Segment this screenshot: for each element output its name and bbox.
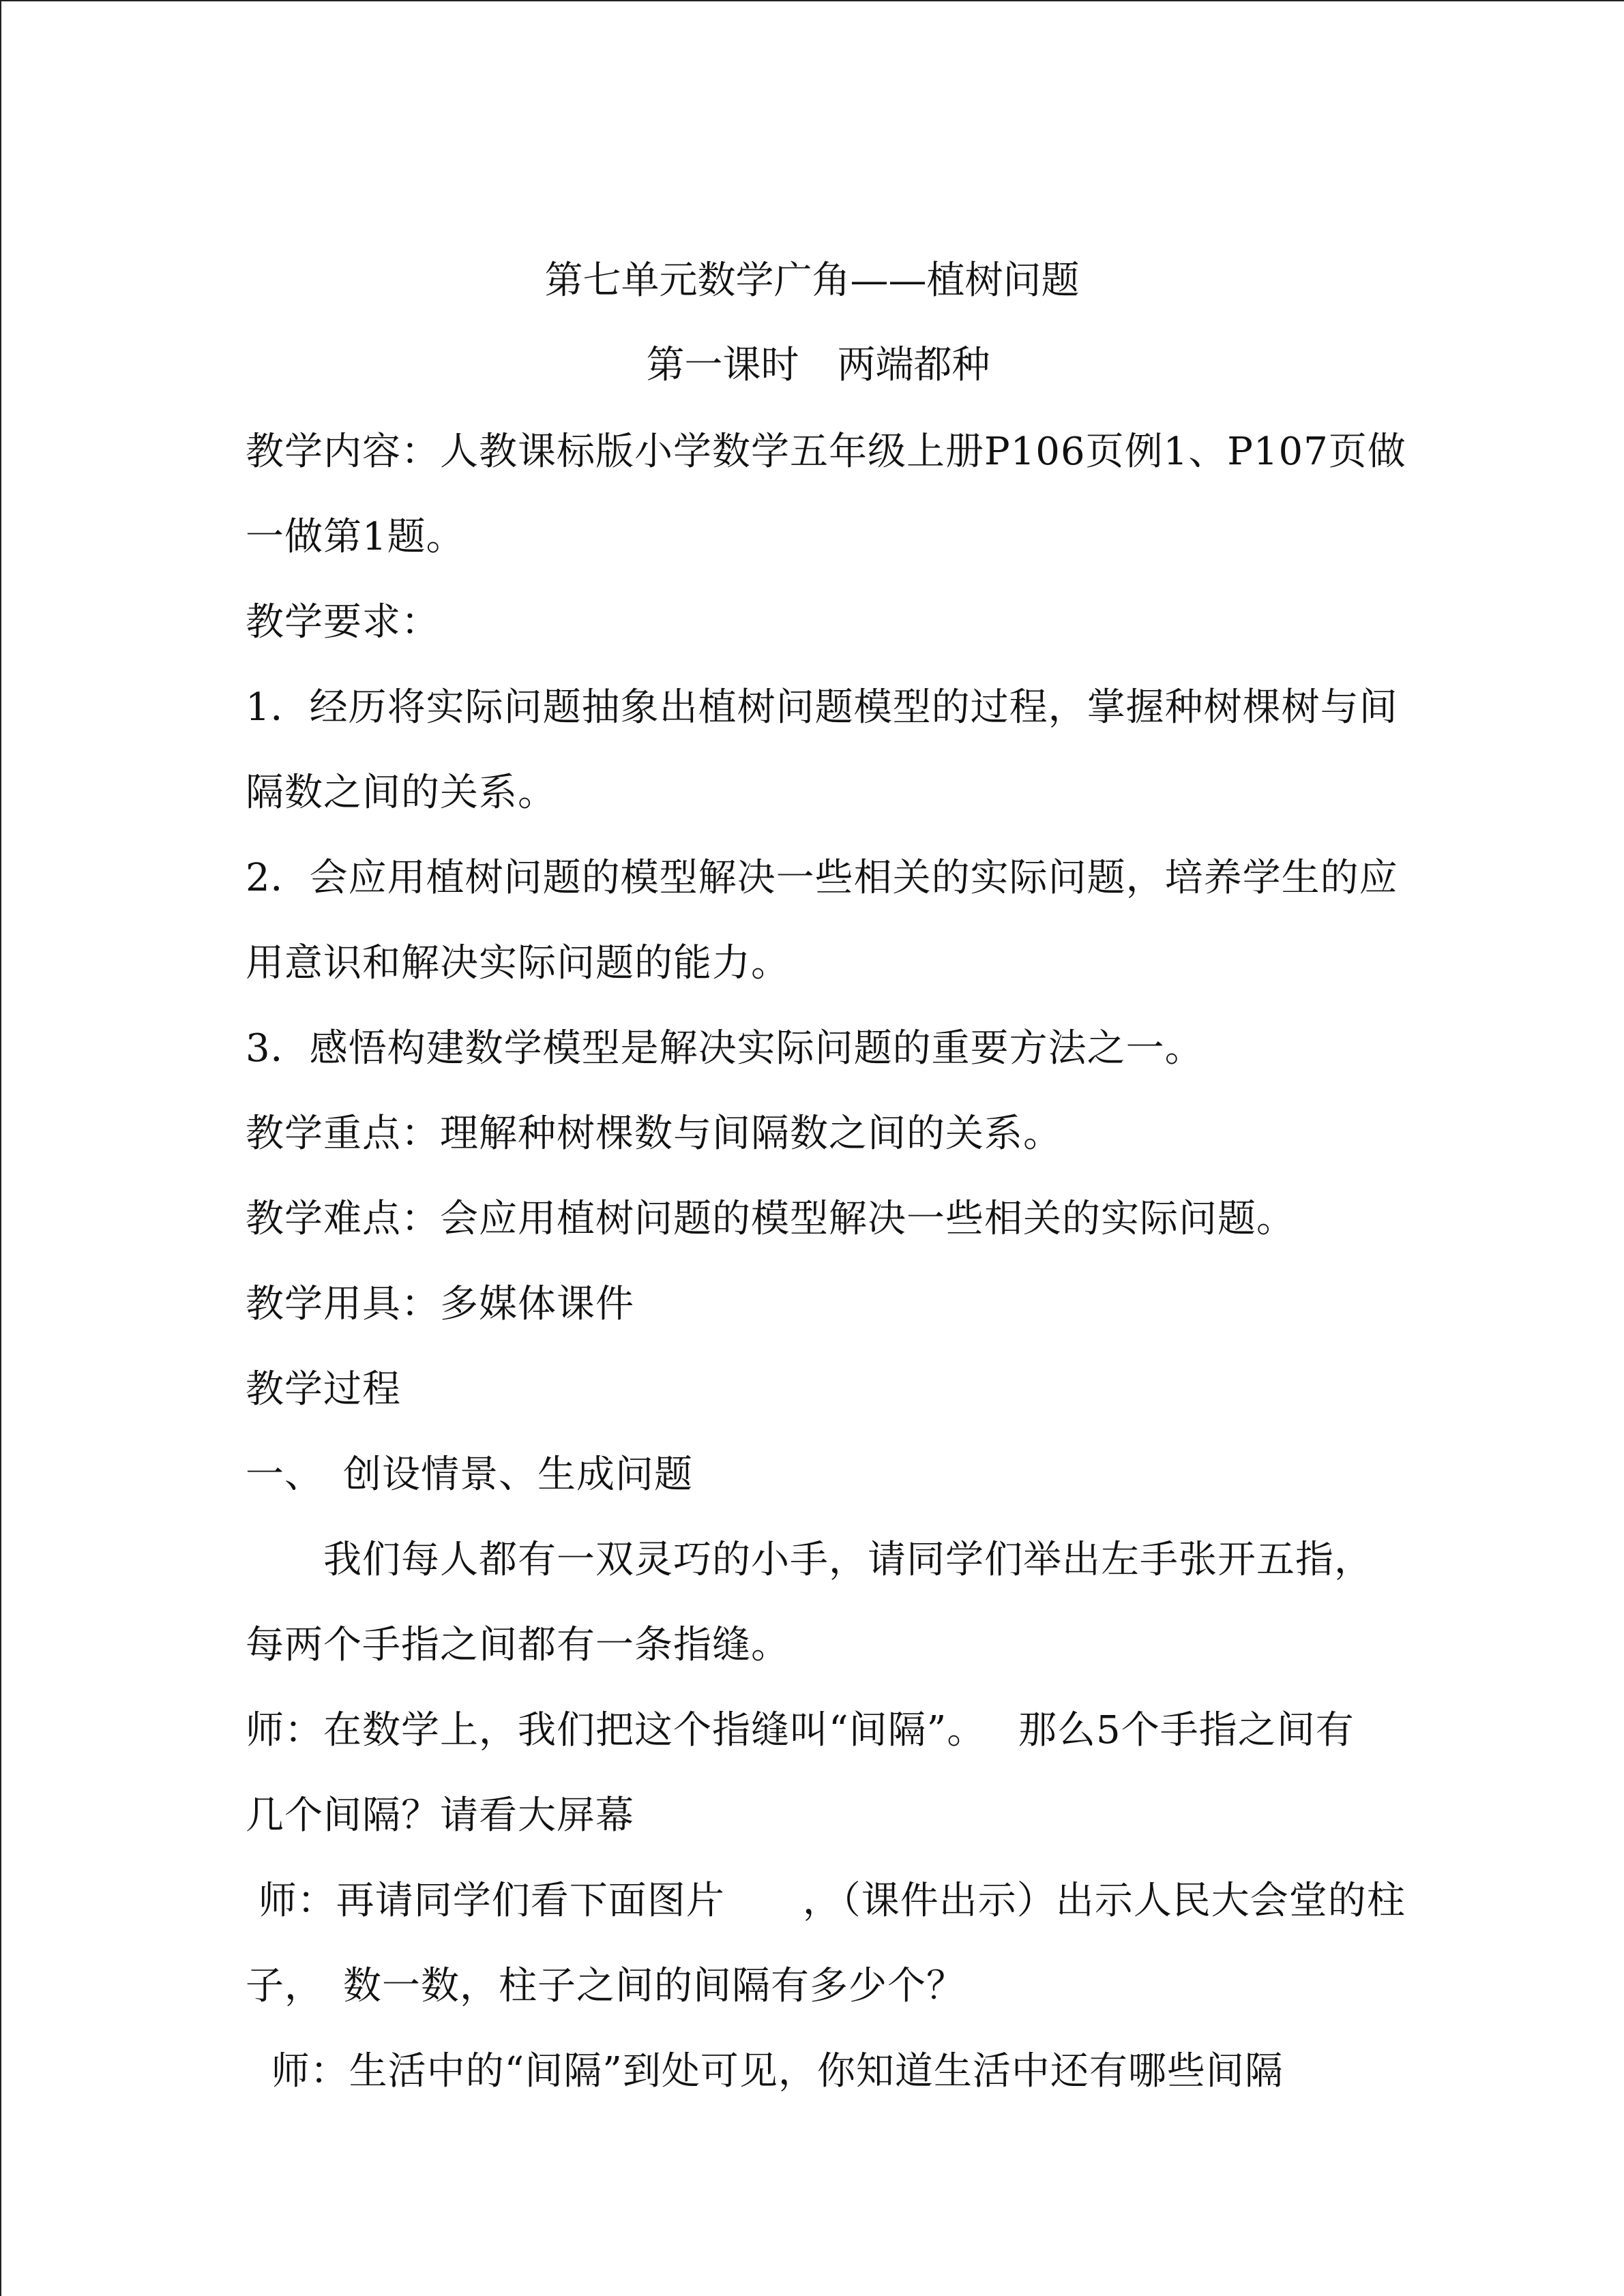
paragraph-line: 每两个手指之间都有一条指缝。 [246,1623,790,1667]
paragraph-line: 用意识和解决实际问题的能力。 [246,941,790,985]
paragraph-line: 隔数之间的关系。 [246,771,557,815]
document-title: 第七单元数学广角——植树问题 [544,258,1080,303]
paragraph-line: 教学难点：会应用植树问题的模型解决一些相关的实际问题。 [246,1197,1295,1241]
paragraph-line: 3．感悟构建数学模型是解决实际问题的重要方法之一。 [246,1026,1204,1071]
paragraph-line: 几个间隔？请看大屏幕 [246,1793,634,1838]
section-heading: 教学要求： [246,600,440,644]
paragraph-line: 师：生活中的“间隔”到处可见，你知道生活中还有哪些间隔 [246,2049,1284,2093]
paragraph-line: 教学重点：理解种树棵数与间隔数之间的关系。 [246,1112,1062,1156]
document-subtitle: 第一课时 两端都种 [646,343,990,387]
paragraph-line: 师：在数学上，我们把这个指缝叫“间隔”。 那么5个手指之间有 [246,1708,1355,1753]
paragraph-line: 师：再请同学们看下面图片 ，（课件出示）出示人民大会堂的柱 [246,1879,1406,1923]
paragraph-line: 教学内容：人教课标版小学数学五年级上册P106页例1、P107页做 [246,430,1406,474]
section-heading: 教学过程 [246,1367,401,1412]
paragraph-line: 我们每人都有一双灵巧的小手，请同学们举出左手张开五指， [246,1538,1373,1582]
paragraph-line: 1．经历将实际问题抽象出植树问题模型的过程，掌握种树棵树与间 [246,685,1398,730]
paragraph-line: 子， 数一数，柱子之间的间隔有多少个？ [246,1964,965,2008]
paragraph-line: 教学用具：多媒体课件 [246,1282,634,1326]
paragraph-line: 一做第1题。 [246,515,465,559]
section-heading: 一、 创设情景、生成问题 [246,1452,693,1497]
paragraph-line: 2．会应用植树问题的模型解决一些相关的实际问题，培养学生的应 [246,856,1398,900]
